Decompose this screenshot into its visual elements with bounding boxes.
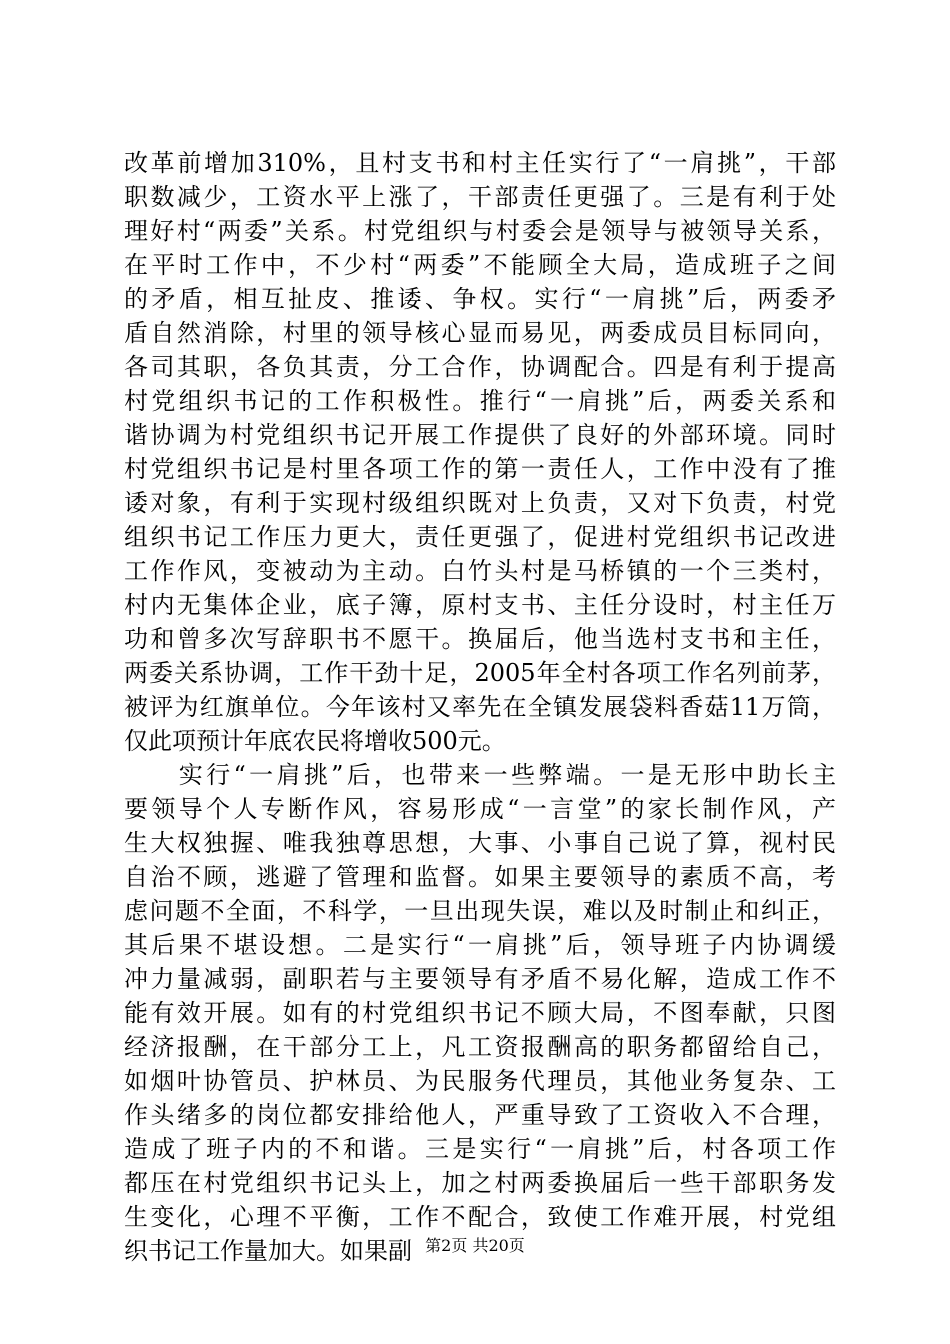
text-line: 仅此项预计年底农民将增收500元。 — [124, 727, 506, 755]
text-line: 其后果不堪设想。二是实行“一肩挑”后，领导班子内协调缓 — [124, 931, 836, 959]
text-line: 自治不顾，逃避了管理和监督。如果主要领导的素质不高，考 — [124, 863, 836, 891]
text-line: 诿对象，有利于实现村级组织既对上负责，又对下负责，村党 — [124, 489, 836, 517]
text-line: 村内无集体企业，底子簿，原村支书、主任分设时，村主任万 — [124, 591, 836, 619]
text-line: 实行“一肩挑”后，也带来一些弊端。一是无形中助长主 — [124, 761, 836, 789]
text-line: 要领导个人专断作风，容易形成“一言堂”的家长制作风，产 — [124, 795, 836, 823]
text-line: 作头绪多的岗位都安排给他人，严重导致了工资收入不合理， — [124, 1101, 836, 1129]
text-line: 村党组织书记的工作积极性。推行“一肩挑”后，两委关系和 — [124, 387, 836, 415]
text-line: 生大权独握、唯我独尊思想，大事、小事自己说了算，视村民 — [124, 829, 836, 857]
text-line: 村党组织书记是村里各项工作的第一责任人，工作中没有了推 — [124, 455, 836, 483]
text-line: 冲力量减弱，副职若与主要领导有矛盾不易化解，造成工作不 — [124, 965, 836, 993]
text-line: 各司其职，各负其责，分工合作，协调配合。四是有利于提高 — [124, 353, 836, 381]
text-line: 谐协调为村党组织书记开展工作提供了良好的外部环境。同时 — [124, 421, 836, 449]
text-line: 职数减少，工资水平上涨了，干部责任更强了。三是有利于处 — [124, 183, 836, 211]
text-line: 理好村“两委”关系。村党组织与村委会是领导与被领导关系， — [124, 217, 836, 245]
text-line: 织书记工作量加大。如果副 — [124, 1237, 412, 1265]
text-line: 在平时工作中，不少村“两委”不能顾全大局，造成班子之间 — [124, 251, 836, 279]
text-line: 能有效开展。如有的村党组织书记不顾大局，不图奉献，只图 — [124, 999, 836, 1027]
text-line: 如烟叶协管员、护林员、为民服务代理员，其他业务复杂、工 — [124, 1067, 836, 1095]
text-line: 造成了班子内的不和谐。三是实行“一肩挑”后，村各项工作 — [124, 1135, 836, 1163]
text-line: 两委关系协调，工作干劲十足，2005年全村各项工作名列前茅， — [124, 659, 836, 687]
page-footer: 第2页 共20页 — [425, 1236, 525, 1255]
text-line: 组织书记工作压力更大，责任更强了，促进村党组织书记改进 — [124, 523, 836, 551]
text-line: 虑问题不全面，不科学，一旦出现失误，难以及时制止和纠正， — [124, 897, 836, 925]
document-body — [124, 146, 836, 1268]
text-line: 经济报酬，在干部分工上，凡工资报酬高的职务都留给自己， — [124, 1033, 836, 1061]
text-line: 都压在村党组织书记头上，加之村两委换届后一些干部职务发 — [124, 1169, 836, 1197]
text-line: 盾自然消除，村里的领导核心显而易见，两委成员目标同向， — [124, 319, 836, 347]
text-line: 生变化，心理不平衡，工作不配合，致使工作难开展，村党组 — [124, 1203, 836, 1231]
text-line: 改革前增加310%，且村支书和村主任实行了“一肩挑”，干部 — [124, 149, 836, 177]
text-line: 功和曾多次写辞职书不愿干。换届后，他当选村支书和主任， — [124, 625, 836, 653]
text-line: 的矛盾，相互扯皮、推诿、争权。实行“一肩挑”后，两委矛 — [124, 285, 836, 313]
text-line: 工作作风，变被动为主动。白竹头村是马桥镇的一个三类村， — [124, 557, 836, 585]
text-line: 被评为红旗单位。今年该村又率先在全镇发展袋料香菇11万筒， — [124, 693, 836, 721]
